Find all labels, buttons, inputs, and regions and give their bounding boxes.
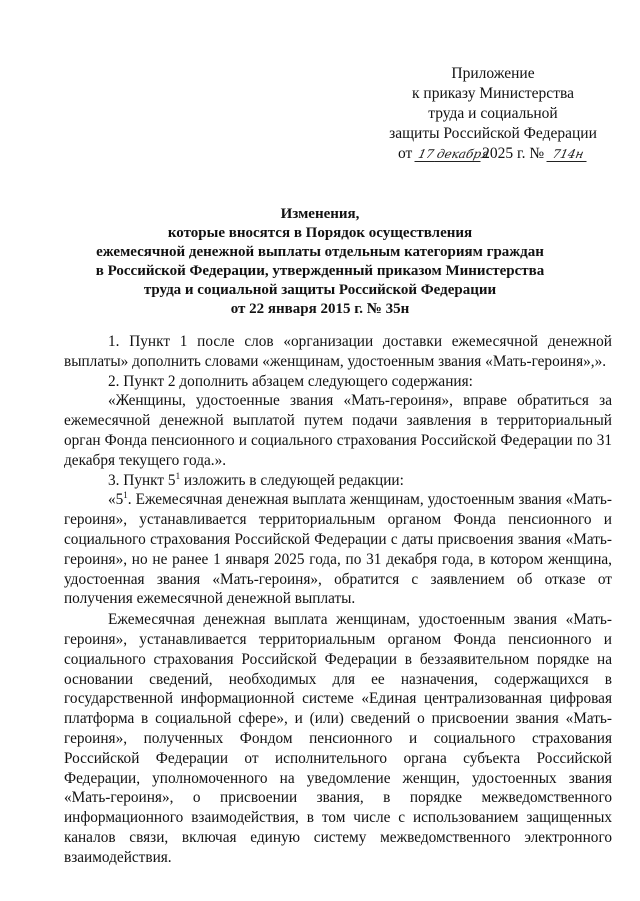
appendix-order-ref: к приказу Министерства	[412, 85, 574, 102]
date-prefix: от	[397, 145, 413, 162]
title-line-2: которые вносятся в Порядок осуществления	[167, 225, 473, 241]
paragraph-2: 2. Пункт 2 дополнить абзацем следующего содержания:	[108, 372, 473, 390]
p5-superscript: 1	[123, 490, 128, 501]
p4-before: 3. Пункт 5	[108, 471, 176, 489]
paragraph-4	[64, 471, 612, 491]
handwritten-date-day: 17	[415, 147, 438, 162]
appendix-date-line	[380, 144, 606, 164]
title-line-1: Изменения,	[280, 206, 360, 222]
document-title	[60, 205, 580, 319]
p4-after: изложить в следующей редакции:	[180, 471, 404, 489]
appendix-ministry-line1: труда и социальной	[428, 105, 558, 122]
paragraph-6: Ежемесячная денежная выплата женщинам, удостоенным звания «Мать-героиня», устанавливается территориальным органом Фонда пенсионного и социального страхования Российской Федерации в беззаявительном порядке на основании сведений, необходимых для ее назначения, содержащихся в государственной информационной системе «Единая централизованная цифровая платформа в социальной сфере», и (или) сведений о присвоении звания «Мать-героиня», полученных Фондом пенсионного и социального страхования Российской Федерации от исполнительного органа субъекта Российской Федерации, уполномоченного на уведомление женщин, удостоенных звания «Мать-героиня», о присвоении звания, в порядке межведомственного информационного взаимодействия, в том числе с использованием защищенных каналов связи, включая единую систему межведомственного электронного взаимодействия.	[64, 611, 612, 866]
title-line-6: от 22 января 2015 г. № 35н	[230, 301, 410, 317]
handwritten-date-month: декабря	[435, 147, 491, 161]
handwritten-order-number: 714н	[546, 147, 589, 162]
document-body	[64, 332, 612, 868]
paragraph-1: 1. Пункт 1 после слов «организации доставки ежемесячной денежной выплаты» дополнить словами «женщинам, удостоенным звания «Мать-героиня»,».	[64, 333, 612, 370]
appendix-label: Приложение	[451, 65, 535, 82]
title-line-4: в Российской Федерации, утвержденный приказом Министерства	[95, 263, 545, 279]
paragraph-5	[64, 490, 612, 609]
appendix-header	[380, 64, 606, 164]
p4-superscript: 1	[175, 470, 181, 481]
title-line-5: труда и социальной защиты Российской Федерации	[143, 282, 497, 298]
p5-before: «5	[108, 491, 124, 509]
p5-after: . Ежемесячная денежная выплата женщинам, удостоенным звания «Мать-героиня», устанавливается территориальным органом Фонда пенсионного и социального страхования Российской Федерации с даты присвоения звания «Мать-героиня», но не ранее 1 января 2025 года, по 31 декабря года, в котором женщина, удостоенная звания «Мать-героиня», обратится с заявлением об отказе от получения ежемесячной денежной выплаты.	[64, 491, 612, 608]
date-year: 2025 г. №	[482, 145, 545, 162]
paragraph-3: «Женщины, удостоенные звания «Мать-героиня», вправе обратиться за ежемесячной денежной выплатой путем подачи заявления в территориальный орган Фонда пенсионного и социального страхования Российской Федерации по 31 декабря текущего года.».	[64, 392, 612, 469]
appendix-ministry-line2: защиты Российской Федерации	[389, 125, 597, 142]
title-line-3: ежемесячной денежной выплаты отдельным категориям граждан	[96, 244, 544, 260]
